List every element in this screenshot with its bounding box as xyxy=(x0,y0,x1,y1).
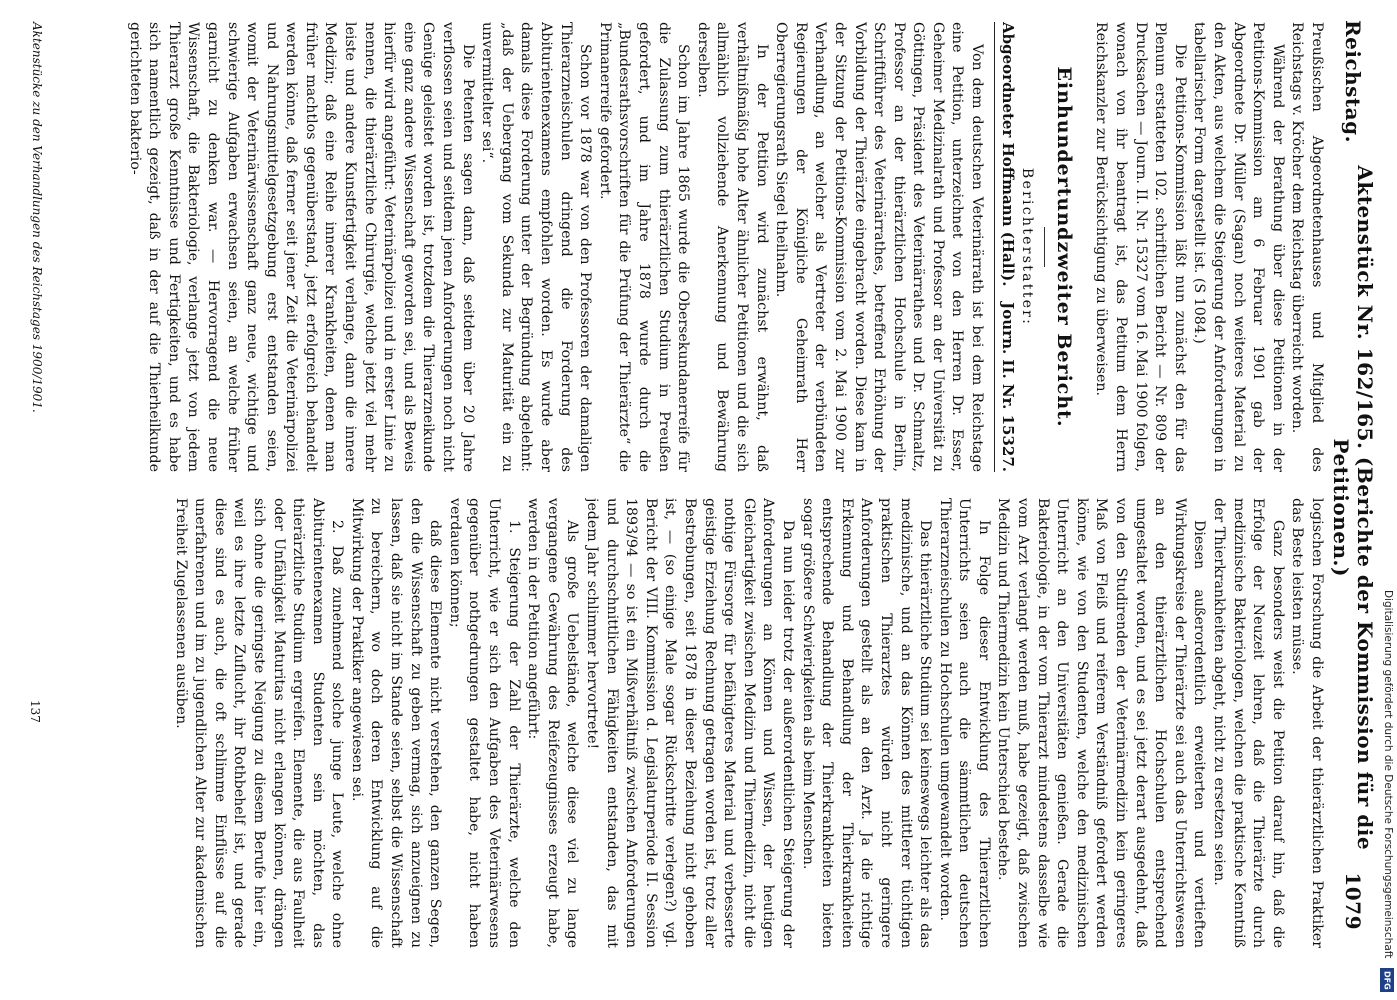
paragraph: daß diese Elemente nicht verstehen, den ganzen Segen, den die Wissenschaft zu geben vermag, sich anzueignen zu lassen, daß sie nicht im Stande seien, selbst die Wissenschaft zu bereichern, wo doch deren Entwicklung auf die Mitwirkung der Praktiker angewiesen sei. xyxy=(348,498,444,948)
footer-note: Aktenstücke zu den Verhandlungen des Reichstages 1900/1901. xyxy=(30,22,44,413)
section-title: Einhundertundzweiter Bericht. xyxy=(1052,66,1075,428)
paragraph: 2. Daß zunehmend solche junge Leute, welche ohne Abiturientenexamen Studenten sein möchten, das thierärztliche Studium ergreifen. Elemente, die aus Faulheit oder Unfähigkeit Maturitas nicht erlangen können, drängen sich ohne die geringste Neigung zu diesem Berufe hier ein, weil es ihre letzte Zuflucht, ihr Rothbehelf ist, und gerade diese sind es auch, die oft schlimme Einflüsse auf die unerfahrenen und im zu jugendlichen Alter zur akademischen Freiheit Zugelassenen ausüben. xyxy=(172,498,346,948)
header-left: Reichstag. xyxy=(1341,20,1365,144)
paragraph: Die Petenten sagen dann, daß seitdem über 20 Jahre verflossen seien und seitdem jenen Anforderungen noch nicht Genüge geleistet worden ist, trotzdem die Thierarzneikunde eine ganz andere Wissenschaft geworden sei, und als Beweis hierfür wird angeführt: Veterinärpolizei und in erster Linie zu nennen, die thierärztliche Chirurgie, welche jetzt viel mehr leiste und andere Kunstfertigkeit verlange, dann die innere Medizin; daß eine Reihe innerer Krankheiten, denen man früher machtlos gegenüberstand, jetzt erfolgreich behandelt werden könne, daß ferner seit jener Zeit die Veterinärpolizei und Nahrungsmittelgesetzgebung erst entstanden seien, womit der Veterinärwissenschaft ganz neue, wichtige und schwierige Aufgaben erwachsen seien, an welche früher garnicht zu denken war. — Hervorragend die neue Wissenschaft, die Bakteriologie, verlange jetzt von jedem Thierarzt große Kenntnisse und Fertigkeiten, und es habe sich namentlich gezeigt, daß in der auf die Thierheilkunde gerichteten bakterio- xyxy=(126,22,476,472)
digitization-note xyxy=(1382,590,1394,990)
paragraph: Schon vor 1878 war von den Professoren der damaligen Thierarzneischulen dringend die Forderung des Abiturientenexamens empfohlen worden. Es wurde aber damals diese Forderung unter der Begründung abgelehnt: „daß der Uebergang vom Sekunda zur Maturität ein zu unvermittelter sei“. xyxy=(479,22,594,472)
reporter-label: Berichterstatter: xyxy=(1019,167,1036,327)
paragraph: Die Petitions-Kommission läßt nun zunächst den für das Plenum erstatteten 102. schriftlichen Bericht — Nr. 809 der Drucksachen — Journ. II. Nr. 15327 vom 16. Mai 1900 folgen, wonach von ihr beantragt ist, das Petitum dem Herrn Reichskanzler zur Berücksichtigung zu überweisen. xyxy=(1093,22,1188,472)
paragraph: Das thierärztliche Studium sei keineswegs leichter als das medizinische, und an das Können des mittlerer tüchtigen praktischen Thierarztes würden nicht geringere Anforderungen gestellt als an den Arzt. Ja die richtige Erkennung und Behandlung der Thierkrankheiten entsprechende Behandlung der Thierkrankheiten bieten sogar größere Schwierigkeiten als beim Menschen. xyxy=(799,498,934,948)
reporter-line xyxy=(994,22,1017,472)
digitization-text: Digitalisierung gefördert durch die Deutsche Forschungsgemeinschaft xyxy=(1382,590,1394,959)
reporter-name: Abgeordneter Hoffmann (Hall). xyxy=(998,22,1017,287)
right-column xyxy=(56,498,1326,948)
paragraph: 1. Steigerung der Zahl der Thierärzte, welche den Unterricht, wie er sich den Aufgaben des Veterinärwesens gegenüber nothgedrungen gestaltet habe, nicht haben verdauen können; xyxy=(446,498,522,948)
paragraph: Da nun leider trotz der außerordentlichen Steigerung der Anforderungen an Können und Wissen, der heutigen Gleichartigkeit zwischen Medizin und Thiermedizin, nicht die nothige Fürsorge für befähigteres Material und verbesserte geistige Erziehung Rechnung getragen worden ist, trotz aller Bestrebungen, seit 1878 in dieser Beziehung nicht gehoben ist, — (so einige Male sogar Rückschritte verlegen?) vgl. Bericht der VIII. Kommission d. Legislaturperiode II. Session 1893/94 — so ist ein Mißverhältniß zwischen Anforderungen und durchschnittlichen Fähigkeiten entstanden, das mit jedem Jahr schlimmer hervortrete! xyxy=(584,498,796,948)
reporter-journal: Journ. II. Nr. 15327. xyxy=(998,302,1017,472)
running-header xyxy=(1329,20,1377,930)
dfg-logo: DFG xyxy=(1380,968,1394,992)
paragraph: Preußischen Abgeordnetenhauses und Mitglied des Reichstags v. Kröcher dem Reichstag überreicht worden. xyxy=(1289,22,1325,472)
paragraph: Diesen außerordentlich erweiterten und vertieften Wirkungskreise der Thierärzte sei auch das Unterrichtswesen an den thierärztlichen Hochschulen entsprechend umgestaltet worden, und es sei jetzt derart ausgedehnt, daß von den Studirenden der Veterinärmedizin kein geringeres Maß von Fleiß und reiferem Verständniß gefordert werden könne, wie von den Studenten, welche den medizinischen Unterricht an den Universitäten genießen. Gerade die Bakteriologie, in der vom Thierarzt mindestens dasselbe wie vom Arzt verlangt werden muß, habe gezeigt, daß zwischen Medizin und Thiermedizin kein Unterschied bestehe. xyxy=(995,498,1208,948)
paragraph: Als große Uebelstände, welche diese viel zu lange vergangene Gewährung des Reifezeugnisses erzeugt habe, werden in der Petition angeführt: xyxy=(525,498,581,948)
paragraph: In Folge dieser Entwicklung des Thierarztlichen Unterrichts seien auch die sämmtlichen deutschen Thierarzneischulen zu Hochschulen umgewandelt worden. xyxy=(936,498,992,948)
document-page xyxy=(16,0,1376,960)
paragraph: In der Petition wird zunächst erwähnt, daß verhältnißmäßig hohe Alter ähnlicher Petitionen und die sich allmählich vollziehende Anerkennung und Bewährung derselben. xyxy=(694,22,770,472)
divider xyxy=(1044,227,1045,267)
paragraph: logischen Forschung die Arbeit der thierärztlichen Praktiker das Beste leisten müsse. xyxy=(1289,498,1325,948)
paragraph: Während der Berathung über diese Petitionen in der Petitions-Kommission am 6 Februar 1901 gab der Abgeordnete Dr. Müller (Sagan) noch weiteres Material zu den Akten, aus welchem die Steigerung der Anforderungen in tabellarischer Form dargestellt ist. (S 1084.) xyxy=(1191,22,1286,472)
paragraph: Schon im Jahre 1865 wurde die Obersekundanerreife für die Zulassung zum thierärztlichen Studium in Preußen gefordert, und im Jahre 1878 wurde durch die „Bundesrathsvorschriften für die Prüfung der Thierärzte“ die Primanerreife gefordert. xyxy=(596,22,692,472)
paragraph: Von dem deutschen Veterinärrath ist bei dem Reichstage eine Petition, unterzeichnet von den Herren Dr. Esser, Geheimer Medizinalrath und Professor an der Universität zu Göttingen, Präsident des Veterinärrathes und Dr. Schmaltz, Professor an der thierärztlichen Hochschule in Berlin, Schriftführer des Veterinärrathes, betreffend Erhöhung der Vorbildung der Thierärzte eingebracht worden. Diese kam in der Sitzung der Petitions-Kommission vom 2. Mai 1900 zur Verhandlung, an welcher als Vertreter der verbündeten Regierungen der Königliche Geheimrath Herr Oberregierungsrath Siegel theilnahm. xyxy=(773,22,986,472)
signature-number: 137 xyxy=(28,700,42,723)
left-column xyxy=(56,22,1326,472)
paragraph: Ganz besonders weist die Petition darauf hin, daß die Erfolge der Neuzeit lehren, daß die Thierärzte durch medizinische Bakteriologen, welchen die praktische Kenntniß der Thierkrankheiten abgeht, nicht zu ersetzen seien. xyxy=(1211,498,1286,948)
header-center: Aktenstück Nr. 162/165. (Berichte der Kommission für die Petitionen.) xyxy=(1329,165,1377,851)
header-page-number: 1079 xyxy=(1341,872,1365,930)
